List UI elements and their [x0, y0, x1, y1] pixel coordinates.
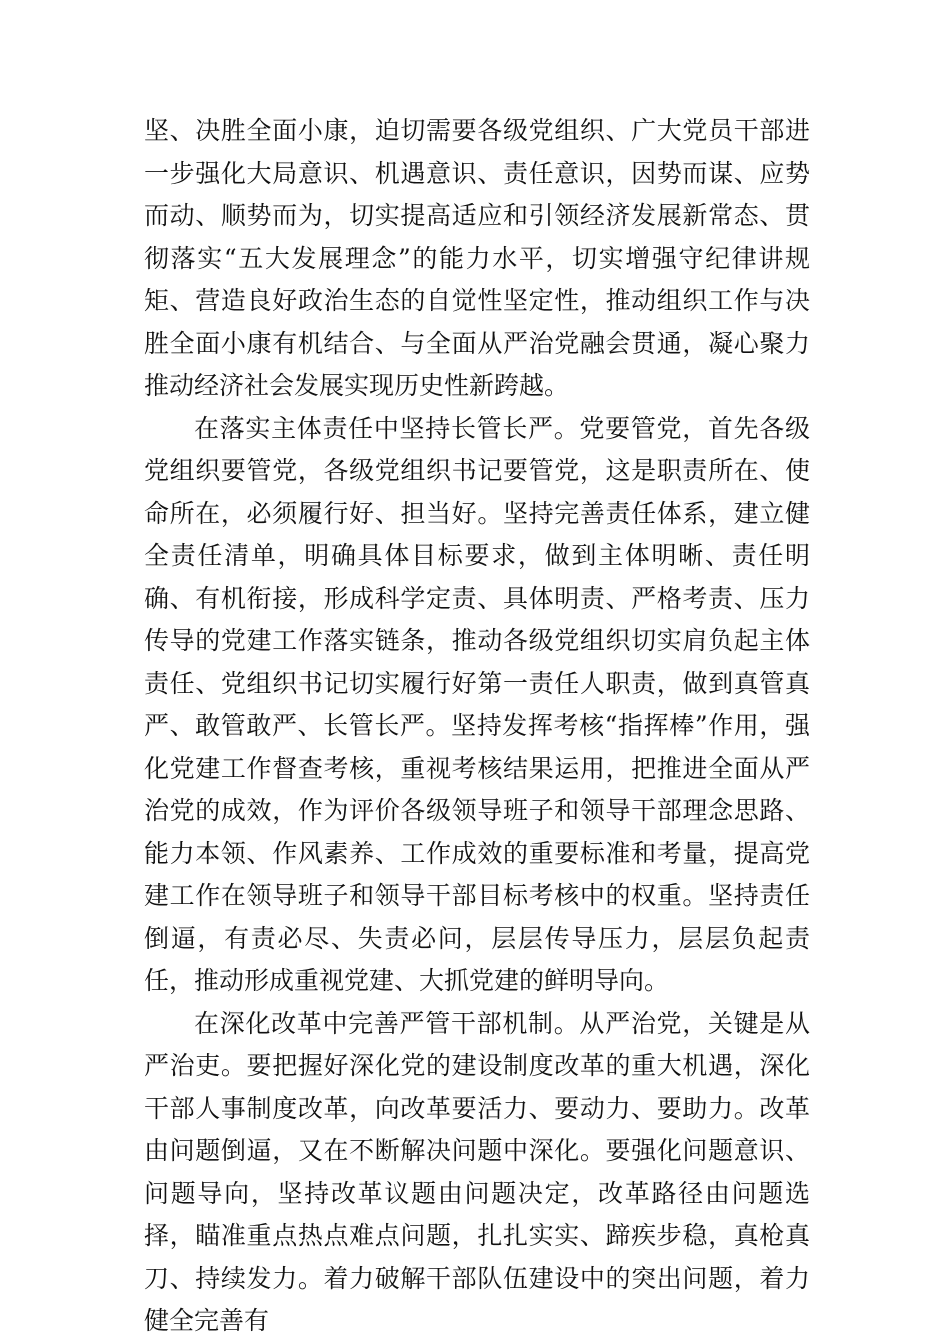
paragraph-continuation: 坚、决胜全面小康，迫切需要各级党组织、广大党员干部进一步强化大局意识、机遇意识、责任意识，因势而谋、应势而动、顺势而为，切实提高适应和引领经济发展新常态、贯彻落实“五大发展理念”的能力水平，切实增强守纪律讲规矩、营造良好政治生态的自觉性坚定性，推动组织工作与决胜全面小康有机结合、与全面从严治党融会贯通，凝心聚力推动经济社会发展实现历史性新跨越。: [144, 116, 810, 400]
paragraph-main-responsibility: 在落实主体责任中坚持长管长严。党要管党，首先各级党组织要管党，各级党组织书记要管党，这是职责所在、使命所在，必须履行好、担当好。坚持完善责任体系，建立健全责任清单，明确具体目标要求，做到主体明晰、责任明确、有机衔接，形成科学定责、具体明责、严格考责、压力传导的党建工作落实链条，推动各级党组织切实肩负起主体责任、党组织书记切实履行好第一责任人职责，做到真管真严、敢管敢严、长管长严。坚持发挥考核“指挥棒”作用，强化党建工作督查考核，重视考核结果运用，把推进全面从严治党的成效，作为评价各级领导班子和领导干部理念思路、能力本领、作风素养、工作成效的重要标准和考量，提高党建工作在领导班子和领导干部目标考核中的权重。坚持责任倒逼，有责必尽、失责必问，层层传导压力，层层负起责任，推动形成重视党建、大抓党建的鲜明导向。: [144, 413, 810, 995]
paragraph-deepen-reform: 在深化改革中完善严管干部机制。从严治党，关键是从严治吏。要把握好深化党的建设制度改革的重大机遇，深化干部人事制度改革，向改革要活力、要动力、要助力。改革由问题倒逼，又在不断解决问题中深化。要强化问题意识、问题导向，坚持改革议题由问题决定，改革路径由问题选择，瞄准重点热点难点问题，扎扎实实、蹄疾步稳，真枪真刀、持续发力。着力破解干部队伍建设中的突出问题，着力健全完善有: [144, 1008, 810, 1335]
document-body: [144, 110, 810, 1343]
